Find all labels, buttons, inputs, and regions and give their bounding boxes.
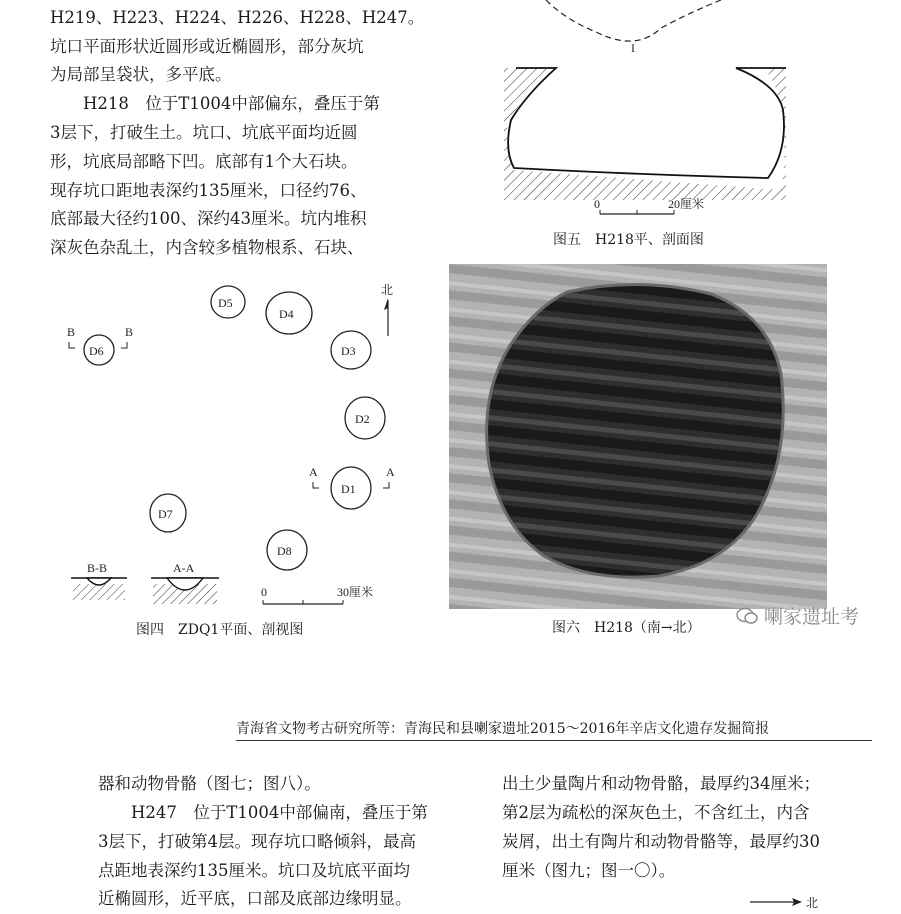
text-line: 形，坑底局部略下凹。底部有1个大石块。 bbox=[50, 152, 358, 171]
scale-label: 20厘米 bbox=[668, 197, 705, 211]
text-line: 炭屑，出土有陶片和动物骨骼等，最厚约30 bbox=[502, 832, 820, 851]
text-line: 坑口平面形状近圆形或近椭圆形，部分灰坑 bbox=[50, 37, 364, 56]
text-line: H247 位于T1004中部偏南，叠压于第 bbox=[98, 803, 428, 822]
watermark bbox=[736, 602, 859, 629]
scale-zero: 0 bbox=[261, 585, 267, 599]
posthole-label: D2 bbox=[355, 412, 370, 426]
scale-label: 30厘米 bbox=[337, 585, 374, 599]
figure-6-caption: 图六 H218（南→北） bbox=[552, 620, 701, 636]
text-line: 为局部呈袋状，多平底。 bbox=[50, 65, 232, 84]
section-letter: A bbox=[386, 465, 395, 479]
watermark-text: 喇家遗址考 bbox=[764, 606, 860, 628]
posthole-label: D4 bbox=[279, 307, 294, 321]
figure-4-drawing bbox=[55, 278, 415, 618]
posthole-label: D5 bbox=[218, 296, 233, 310]
running-header: 青海省文物考古研究所等：青海民和县喇家遗址2015～2016年辛店文化遗存发掘简报 bbox=[236, 721, 770, 737]
posthole-label: D3 bbox=[341, 344, 356, 358]
section-aa-label: A-A bbox=[173, 561, 195, 575]
section-letter: B bbox=[67, 325, 76, 339]
north-label: 北 bbox=[806, 896, 819, 910]
pit-opening bbox=[487, 284, 784, 577]
plan-outline-dashed bbox=[546, 0, 721, 41]
north-label: 北 bbox=[381, 283, 394, 297]
text-line: 厘米（图九；图一〇）。 bbox=[502, 861, 676, 880]
posthole-label: D1 bbox=[341, 482, 356, 496]
figure-5-caption: 图五 H218平、剖面图 bbox=[553, 232, 704, 248]
north-arrow bbox=[748, 893, 828, 911]
posthole-label: D6 bbox=[89, 344, 104, 358]
text-line: 点距地表深约135厘米。坑口及坑底平面均 bbox=[98, 861, 410, 880]
text-line: 现存坑口距地表深约135厘米，口径约76、 bbox=[50, 181, 367, 200]
text-line: 深灰色杂乱土，内含较多植物根系、石块、 bbox=[50, 238, 364, 257]
text-line: H218 位于T1004中部偏东，叠压于第 bbox=[50, 94, 380, 113]
header-rule bbox=[236, 740, 872, 741]
text-line: 出土少量陶片和动物骨骼，最厚约34厘米； bbox=[502, 774, 820, 793]
posthole-label: D8 bbox=[277, 544, 292, 558]
section-bb-label: B-B bbox=[87, 561, 108, 575]
scale-zero: 0 bbox=[594, 197, 600, 211]
text-line: 近椭圆形，近平底，口部及底部边缘明显。 bbox=[98, 889, 412, 908]
text-line: 3层下，打破第4层。现存坑口略倾斜，最高 bbox=[98, 832, 416, 851]
text-line: 器和动物骨骼（图七；图八）。 bbox=[98, 774, 321, 793]
section-letter: B bbox=[125, 325, 134, 339]
text-line: 3层下，打破生土。坑口、坑底平面均近圆 bbox=[50, 123, 358, 142]
figure-5-drawing bbox=[496, 0, 796, 250]
text-line: H219、H223、H224、H226、H228、H247。 bbox=[50, 8, 425, 27]
text-line: 底部最大径约100、深约43厘米。坑内堆积 bbox=[50, 209, 367, 228]
section-letter: A bbox=[309, 465, 318, 479]
wechat-icon bbox=[736, 607, 758, 625]
figure-6-photo bbox=[449, 264, 827, 609]
section-ground-hatch bbox=[504, 68, 786, 200]
figure-4-caption: 图四 ZDQ1平面、剖视图 bbox=[136, 622, 304, 638]
section-outline bbox=[508, 68, 786, 178]
section-mark: I bbox=[631, 41, 635, 55]
posthole-label: D7 bbox=[158, 507, 173, 521]
text-line: 第2层为疏松的深灰色土，不含红土，内含 bbox=[502, 803, 810, 822]
